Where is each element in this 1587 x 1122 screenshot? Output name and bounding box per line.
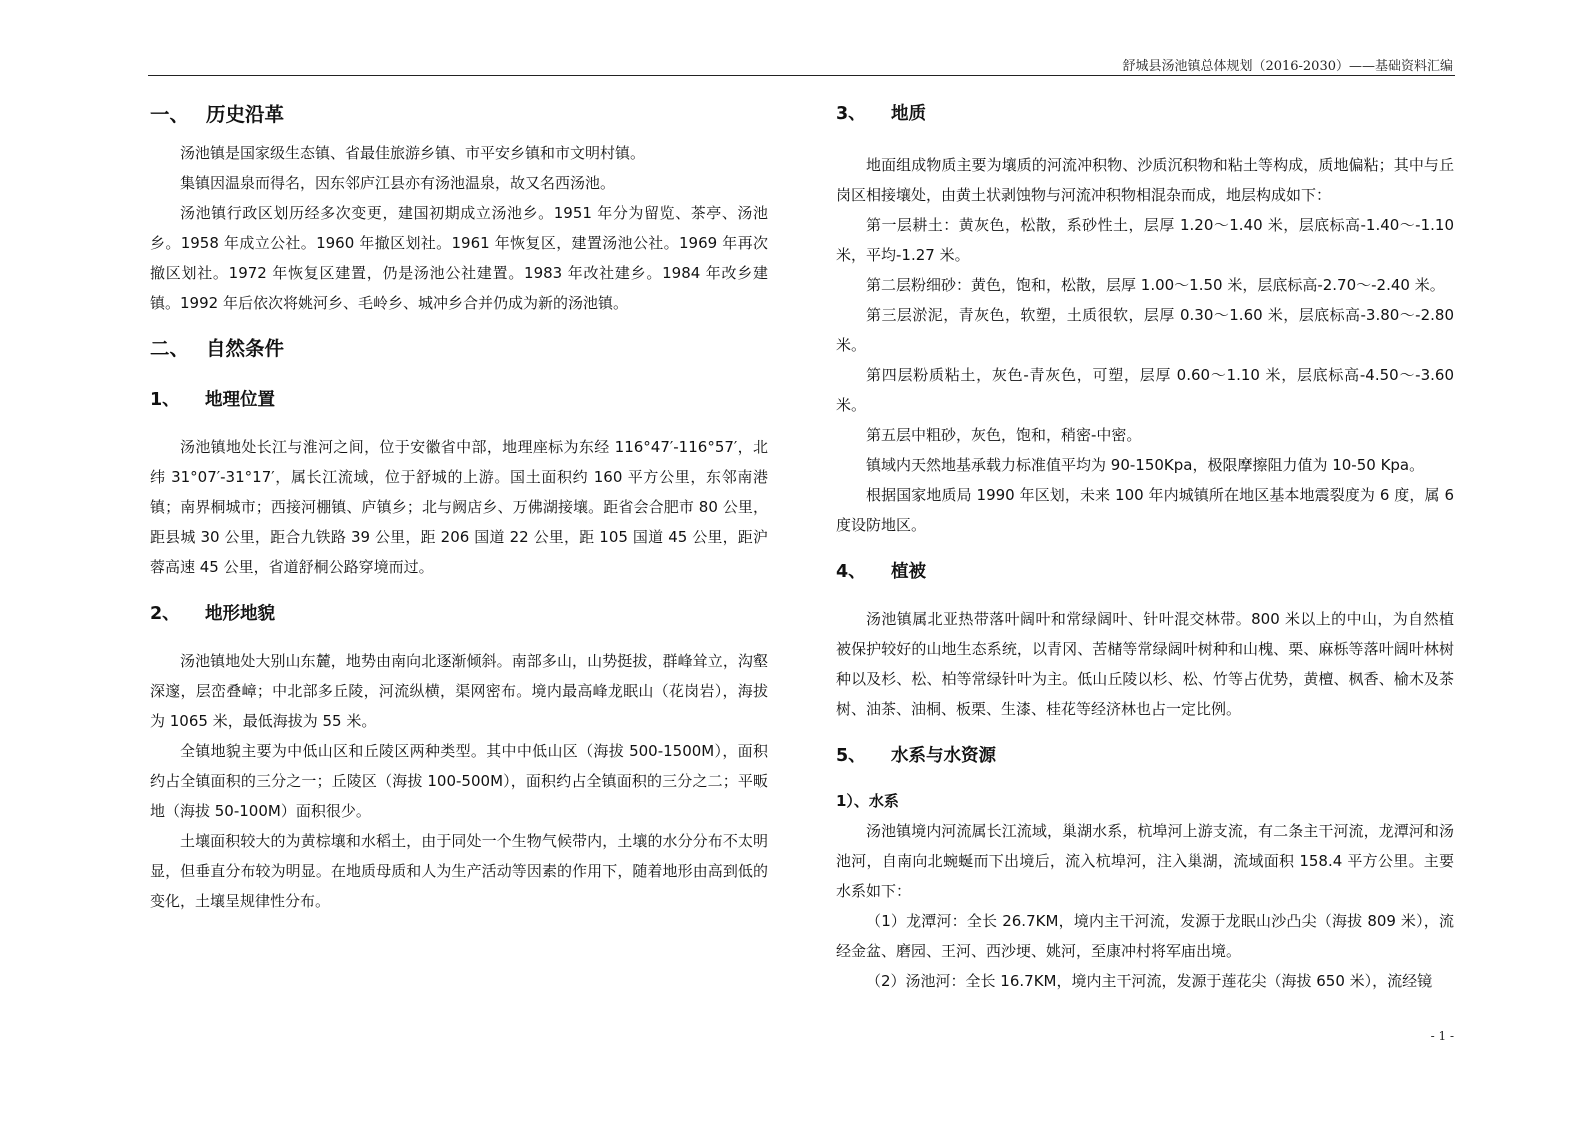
subsection-number: 3、 bbox=[836, 104, 866, 124]
subsection-number: 5、 bbox=[836, 746, 866, 766]
paragraph: 汤池镇地处长江与淮河之间，位于安徽省中部，地理座标为东经 116°47′-116°57′，北纬 31°07′-31°17′，属长江流域，位于舒城的上游。国土面积约 160 平方公里，东邻南港镇；南界桐城市；西接河棚镇、庐镇乡；北与阙店乡、万佛湖接壤。距省会合肥市 80 公里，距县城 30 公里，距合九铁路 39 公里，距 206 国道 22 公里，距 105 国道 45 公里，距沪蓉高速 45 公里，省道舒桐公路穿境而过。 bbox=[150, 438, 768, 576]
subsection-heading-location bbox=[150, 382, 768, 418]
right-column bbox=[836, 96, 1454, 996]
subsection-title: 地理位置 bbox=[205, 390, 275, 410]
paragraph: 第四层粉质粘土，灰色-青灰色，可塑，层厚 0.60～1.10 米，层底标高-4.50～-3.60 米。 bbox=[836, 366, 1454, 414]
paragraph: 汤池镇是国家级生态镇、省最佳旅游乡镇、市平安乡镇和市文明村镇。 bbox=[180, 144, 646, 162]
paragraph: 根据国家地质局 1990 年区划，未来 100 年内城镇所在地区基本地震裂度为 6 度，属 6 度设防地区。 bbox=[836, 486, 1454, 534]
header-rule bbox=[148, 75, 1455, 76]
subsection-title: 植被 bbox=[891, 562, 926, 582]
paragraph: 全镇地貌主要为中低山区和丘陵区两种类型。其中中低山区（海拔 500-1500M），面积约占全镇面积的三分之一；丘陵区（海拔 100-500M），面积约占全镇面积的三分之二；平畈地（海拔 50-100M）面积很少。 bbox=[150, 742, 768, 820]
section-title: 自然条件 bbox=[206, 337, 285, 360]
paragraph: 镇域内天然地基承载力标准值平均为 90-150Kpa，极限摩擦阻力值为 10-50 Kpa。 bbox=[866, 456, 1425, 474]
subsection-heading-terrain bbox=[150, 596, 768, 632]
subsection-number: 2、 bbox=[150, 604, 180, 624]
left-column bbox=[150, 96, 768, 916]
paragraph: （2）汤池河：全长 16.7KM，境内主干河流，发源于莲花尖（海拔 650 米），流经镜 bbox=[866, 972, 1433, 990]
subsection-number: 4、 bbox=[836, 562, 866, 582]
subsection-title: 水系与水资源 bbox=[891, 746, 996, 766]
subsection-title: 地质 bbox=[891, 104, 926, 124]
sub-subsection-heading-water-system: 1）、水系 bbox=[836, 792, 899, 810]
paragraph: 汤池镇行政区划历经多次变更，建国初期成立汤池乡。1951 年分为留览、茶亭、汤池乡。1958 年成立公社。1960 年撤区划社。1961 年恢复区，建置汤池公社。1969 年再次撤区划社。1972 年恢复区建置，仍是汤池公社建置。1983 年改社建乡。1984 年改乡建镇。1992 年后依次将姚河乡、毛岭乡、城冲乡合并仍成为新的汤池镇。 bbox=[150, 204, 768, 312]
subsection-heading-vegetation bbox=[836, 554, 1454, 590]
paragraph: 地面组成物质主要为壤质的河流冲积物、沙质沉积物和粘土等构成，质地偏粘；其中与丘岗区相接壤处，由黄土状剥蚀物与河流冲积物相混杂而成，地层构成如下： bbox=[836, 156, 1454, 204]
paragraph: 第一层耕土：黄灰色，松散，系砂性土，层厚 1.20～1.40 米，层底标高-1.40～-1.10 米，平均-1.27 米。 bbox=[836, 216, 1454, 264]
paragraph: 集镇因温泉而得名，因东邻庐江县亦有汤池温泉，故又名西汤池。 bbox=[180, 174, 616, 192]
section-heading-history bbox=[150, 96, 768, 134]
paragraph: 汤池镇属北亚热带落叶阔叶和常绿阔叶、针叶混交林带。800 米以上的中山，为自然植被保护较好的山地生态系统，以青冈、苦槠等常绿阔叶树种和山槐、栗、麻栎等落叶阔叶林树种以及杉、松、柏等常绿针叶为主。低山丘陵以杉、松、竹等占优势，黄檀、枫香、榆木及茶树、油茶、油桐、板栗、生漆、桂花等经济林也占一定比例。 bbox=[836, 610, 1454, 718]
paragraph: 第三层淤泥，青灰色，软塑，土质很软，层厚 0.30～1.60 米，层底标高-3.80～-2.80 米。 bbox=[836, 306, 1454, 354]
paragraph: 土壤面积较大的为黄棕壤和水稻土，由于同处一个生物气候带内，土壤的水分分布不太明显，但垂直分布较为明显。在地质母质和人为生产活动等因素的作用下，随着地形由高到低的变化，土壤呈规律性分布。 bbox=[150, 832, 768, 910]
paragraph: 第五层中粗砂，灰色，饱和，稍密-中密。 bbox=[866, 426, 1142, 444]
section-number: 二、 bbox=[150, 337, 190, 360]
subsection-heading-water bbox=[836, 738, 1454, 774]
paragraph: （1）龙潭河：全长 26.7KM，境内主干河流，发源于龙眠山沙凸尖（海拔 809 米），流经金盆、磨园、王河、西沙埂、姚河，至康冲村将军庙出境。 bbox=[836, 912, 1454, 960]
page-header: 舒城县汤池镇总体规划（2016-2030）——基础资料汇编 bbox=[1122, 59, 1453, 74]
section-heading-natural-conditions bbox=[150, 330, 768, 368]
section-number: 一、 bbox=[150, 103, 190, 126]
subsection-number: 1、 bbox=[150, 390, 180, 410]
page-number: - 1 - bbox=[1430, 1029, 1454, 1043]
paragraph: 汤池镇地处大别山东麓，地势由南向北逐渐倾斜。南部多山，山势挺拔，群峰耸立，沟壑深邃，层峦叠嶂；中北部多丘陵，河流纵横，渠网密布。境内最高峰龙眠山（花岗岩），海拔为 1065 米，最低海拔为 55 米。 bbox=[150, 652, 768, 730]
subsection-heading-geology bbox=[836, 96, 1454, 132]
subsection-title: 地形地貌 bbox=[205, 604, 275, 624]
paragraph: 第二层粉细砂：黄色，饱和，松散，层厚 1.00～1.50 米，层底标高-2.70～-2.40 米。 bbox=[866, 276, 1445, 294]
paragraph: 汤池镇境内河流属长江流域，巢湖水系，杭埠河上游支流，有二条主干河流，龙潭河和汤池河，自南向北蜿蜒而下出境后，流入杭埠河，注入巢湖，流域面积 158.4 平方公里。主要水系如下： bbox=[836, 822, 1454, 900]
section-title: 历史沿革 bbox=[206, 103, 285, 126]
